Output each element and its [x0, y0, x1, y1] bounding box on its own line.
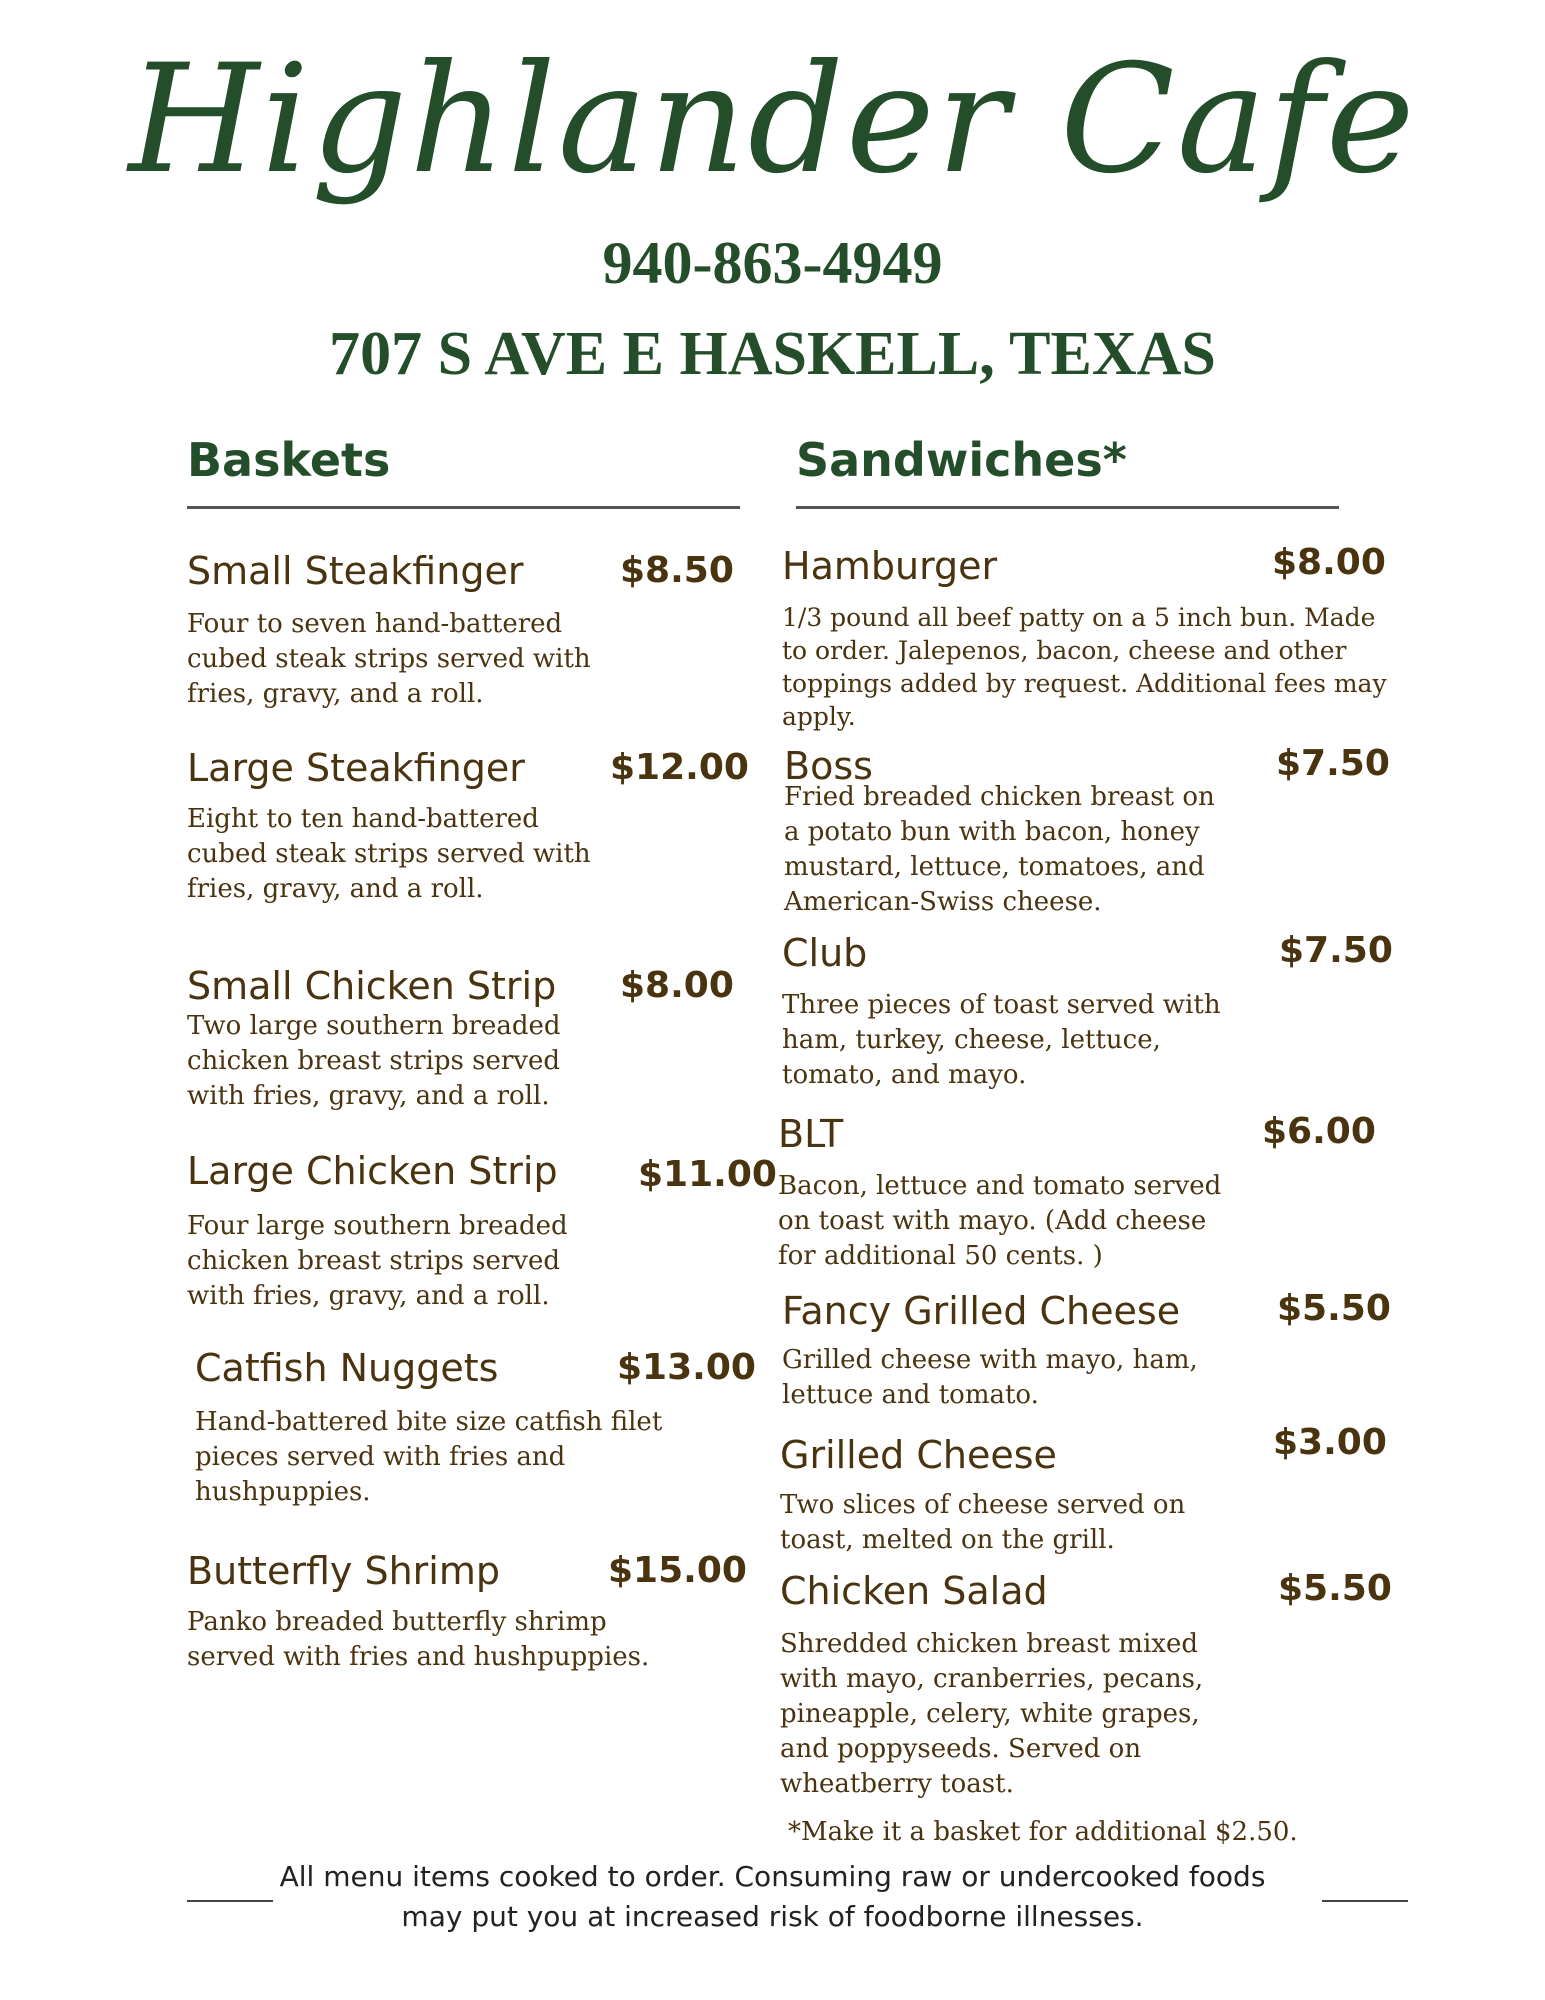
basket-item-description: Four to seven hand-battered cubed steak strips served with fries, gravy, and a roll. — [187, 609, 591, 709]
sandwich-item-price: $8.00 — [1272, 542, 1386, 583]
sandwich-item-name: BLT — [778, 1112, 844, 1156]
sandwich-item-description: Grilled cheese with mayo, ham, lettuce and tomato. — [782, 1345, 1198, 1410]
sandwiches-divider — [796, 506, 1339, 509]
baskets-heading: Baskets — [187, 433, 391, 487]
sandwich-item-price: $3.00 — [1273, 1422, 1387, 1463]
sandwich-item-description: Two slices of cheese served on toast, melted on the grill. — [780, 1490, 1186, 1555]
basket-item-price: $8.00 — [620, 965, 734, 1006]
sandwich-item-description: Shredded chicken breast mixed with mayo, cranberries, pecans, pineapple, celery, white grapes, and poppyseeds. Served on wheatberry toast. — [780, 1629, 1204, 1799]
basket-item-price: $11.00 — [638, 1154, 777, 1195]
sandwich-item-price: $7.50 — [1279, 930, 1393, 971]
footer-left-rule — [187, 1900, 273, 1902]
basket-item-name: Butterfly Shrimp — [187, 1549, 500, 1593]
sandwich-item-price: $5.50 — [1277, 1288, 1391, 1329]
sandwich-item-description: Three pieces of toast served with ham, turkey, cheese, lettuce, tomato, and mayo. — [782, 990, 1221, 1090]
sandwich-item-price: $6.00 — [1262, 1111, 1376, 1152]
basket-item-price: $8.50 — [620, 550, 734, 591]
baskets-divider — [187, 506, 740, 509]
phone-number: 940-863-4949 — [602, 230, 943, 296]
basket-item-name: Large Steakfinger — [187, 746, 525, 790]
sandwich-item-price: $5.50 — [1278, 1568, 1392, 1609]
sandwich-item-description: 1/3 pound all beef patty on a 5 inch bun. Made to order. Jalepenos, bacon, cheese and other toppings added by request. Additional fees may apply. — [782, 603, 1387, 731]
basket-item-price: $12.00 — [610, 747, 749, 788]
sandwich-item-name: Club — [782, 931, 868, 975]
basket-item-description: Panko breaded butterfly shrimp served with fries and hushpuppies. — [187, 1607, 650, 1672]
basket-upgrade-note: *Make it a basket for additional $2.50. — [788, 1817, 1298, 1847]
sandwich-item-name: Fancy Grilled Cheese — [782, 1289, 1181, 1333]
cafe-address: 707 S AVE E HASKELL, TEXAS — [329, 320, 1216, 388]
footer-right-rule — [1322, 1900, 1408, 1902]
sandwich-item-name: Grilled Cheese — [780, 1433, 1057, 1477]
basket-item-name: Large Chicken Strip — [187, 1149, 558, 1193]
basket-item-description: Four large southern breaded chicken breast strips served with fries, gravy, and a roll. — [187, 1211, 568, 1311]
cafe-name-logo: Highlander Cafe — [128, 33, 1417, 207]
sandwiches-heading: Sandwiches* — [796, 433, 1127, 487]
basket-item-price: $15.00 — [608, 1550, 747, 1591]
sandwich-item-price: $7.50 — [1276, 743, 1390, 784]
food-safety-disclaimer: All menu items cooked to order. Consuming raw or undercooked foods may put you at increased risk of foodborne illnesses. — [279, 1860, 1266, 1933]
basket-item-price: $13.00 — [617, 1347, 756, 1388]
basket-item-description: Hand-battered bite size catfish filet pieces served with fries and hushpuppies. — [195, 1407, 663, 1507]
sandwich-item-description: Fried breaded chicken breast on a potato bun with bacon, honey mustard, lettuce, tomatoes, and American-Swiss cheese. — [784, 782, 1215, 917]
basket-item-name: Small Chicken Strip — [187, 964, 557, 1008]
basket-item-description: Eight to ten hand-battered cubed steak strips served with fries, gravy, and a roll. — [187, 804, 591, 904]
basket-item-description: Two large southern breaded chicken breast strips served with fries, gravy, and a roll. — [187, 1011, 561, 1111]
basket-item-name: Catfish Nuggets — [195, 1346, 499, 1390]
basket-item-name: Small Steakfinger — [187, 549, 524, 593]
sandwich-item-name: Boss — [784, 744, 873, 788]
sandwich-item-description: Bacon, lettuce and tomato served on toast with mayo. (Add cheese for additional 50 cents. ) — [778, 1171, 1222, 1271]
sandwich-item-name: Hamburger — [782, 544, 998, 588]
sandwich-item-name: Chicken Salad — [780, 1569, 1048, 1613]
